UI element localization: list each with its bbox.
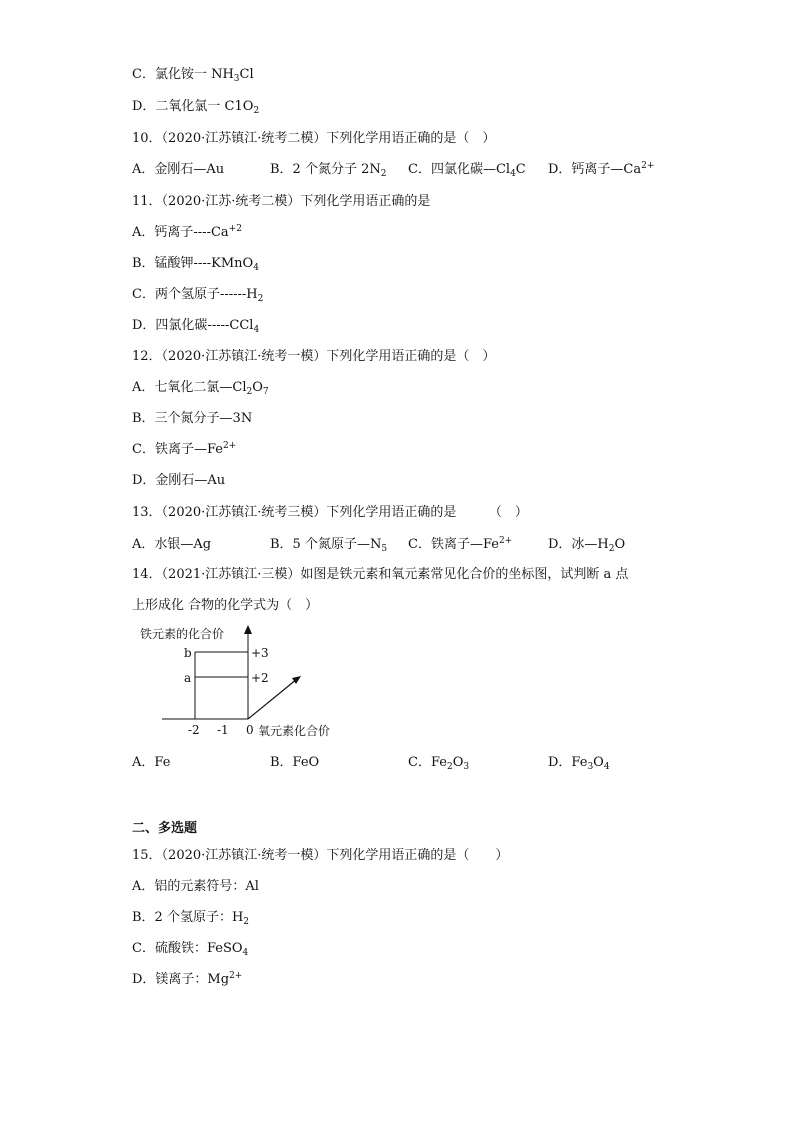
q9-option-c (132, 66, 254, 84)
option-text: C．氯化铵一 NH (132, 67, 234, 82)
option-text: D．Fe (548, 755, 588, 770)
option-text: C．铁离子—Fe (408, 537, 499, 552)
q15-option-b (132, 909, 249, 927)
subscript: 3 (463, 762, 470, 772)
q11-option-a (132, 224, 242, 242)
subscript: 3 (587, 762, 594, 772)
q13-option-a: A．水银—Ag (132, 537, 212, 552)
subscript: 2 (257, 294, 264, 304)
q15-option-a: A．铝的元素符号：Al (132, 879, 259, 894)
superscript: 2+ (229, 971, 243, 981)
option-text: A．钙离子----Ca (132, 225, 229, 240)
superscript: 2+ (641, 161, 655, 171)
subscript: 2 (246, 387, 253, 397)
q11-option-c (132, 286, 263, 304)
superscript: 2+ (498, 536, 513, 546)
option-text: D．二氧化氯一 C1O (132, 99, 254, 114)
q12-stem: 12．（2020·江苏镇江·统考一模）下列化学用语正确的是（ ） (132, 349, 496, 364)
option-text: A．七氧化二氯—Cl (132, 380, 247, 395)
superscript: +2 (228, 224, 242, 234)
subscript: 2 (253, 106, 260, 116)
q12-option-b: B．三个氮分子—3N (132, 411, 253, 426)
option-text: C．铁离子—Fe (132, 442, 223, 457)
valence-coordinate-graph (140, 622, 360, 747)
subscript: 2 (380, 169, 387, 179)
option-text: O (252, 380, 263, 395)
q12-option-c (132, 441, 236, 459)
subscript: 4 (242, 948, 249, 958)
option-text: Cl (239, 67, 254, 82)
q9-option-d (132, 98, 259, 116)
subscript: 4 (253, 263, 259, 273)
option-text: D．镁离子：Mg (132, 972, 230, 987)
q13-stem: 13．（2020·江苏镇江·统考三模）下列化学用语正确的是 （ ） (132, 505, 528, 520)
graph-label-a: a (184, 671, 192, 685)
q14-option-d (548, 754, 610, 772)
q14-option-b: B．FeO (270, 755, 320, 770)
subscript: 2 (243, 917, 250, 927)
q11-stem: 11．（2020·江苏·统考二模）下列化学用语正确的是 (132, 194, 431, 209)
option-text: B．锰酸钾----KMnO (132, 256, 254, 271)
option-text: O (593, 755, 604, 770)
option-text: B．2 个氢原子：H (132, 910, 244, 925)
q10-option-d (548, 161, 654, 179)
option-text: C．硫酸铁：FeSO (132, 941, 243, 956)
q12-option-a (132, 379, 269, 397)
section-heading: 二、多选题 (132, 821, 198, 836)
q14-option-a: A．Fe (132, 755, 171, 770)
q14-stem-line1: 14．（2021·江苏镇江·三模）如图是铁元素和氧元素常见化合价的坐标图，试判断 a 点 (132, 567, 629, 582)
subscript: 7 (262, 387, 269, 397)
graph-label-b: b (184, 646, 192, 660)
q13-option-d (548, 536, 625, 554)
graph-x-tick-3: 0 (246, 723, 254, 737)
q12-option-d: D．金刚石—Au (132, 473, 226, 488)
option-text: D．钙离子—Ca (548, 162, 642, 177)
subscript: 4 (603, 762, 610, 772)
graph-diagonal-arrowhead (292, 676, 301, 684)
q10-option-a: A．金刚石—Au (132, 162, 225, 177)
q15-stem: 15．（2020·江苏镇江·统考一模）下列化学用语正确的是（ ） (132, 848, 509, 863)
superscript: 2+ (222, 441, 237, 451)
option-text: B．2 个氮分子 2N (270, 162, 381, 177)
option-text: B．5 个氮原子—N (270, 537, 382, 552)
subscript: 4 (510, 169, 516, 179)
subscript: 3 (233, 74, 240, 84)
q13-option-b (270, 536, 387, 554)
graph-y-arrowhead (244, 625, 252, 634)
q10-stem: 10．（2020·江苏镇江·统考二模）下列化学用语正确的是（ ） (132, 131, 496, 146)
subscript: 4 (253, 325, 260, 335)
subscript: 2 (608, 544, 615, 554)
q10-option-c (408, 161, 526, 179)
q11-option-d (132, 317, 259, 335)
q11-option-b (132, 255, 259, 273)
q13-option-c (408, 536, 512, 554)
q10-option-b (270, 161, 386, 179)
q14-option-c (408, 754, 469, 772)
option-text: D．冰—H (548, 537, 609, 552)
option-text: C (515, 162, 526, 177)
graph-x-title: 氧元素化合价 (258, 724, 331, 738)
q15-option-c (132, 940, 248, 958)
option-text: O (452, 755, 464, 770)
graph-value-b: +3 (251, 646, 269, 660)
graph-value-a: +2 (251, 671, 269, 685)
q14-stem-line2: 上形成化 合物的化学式为（ ） (132, 598, 319, 613)
subscript: 5 (381, 544, 388, 554)
option-text: O (614, 537, 626, 552)
graph-x-tick-1: -2 (188, 723, 200, 737)
graph-y-title: 铁元素的化合价 (140, 627, 225, 641)
option-text: D．四氯化碳-----CCl (132, 318, 254, 333)
subscript: 2 (446, 762, 453, 772)
graph-x-tick-2: -1 (217, 723, 229, 737)
graph-diagonal-arrow-line (248, 679, 297, 719)
option-text: C．四氯化碳—Cl (408, 162, 511, 177)
option-text: C．Fe (408, 755, 447, 770)
option-text: C．两个氢原子------H (132, 287, 258, 302)
q15-option-d (132, 971, 242, 989)
